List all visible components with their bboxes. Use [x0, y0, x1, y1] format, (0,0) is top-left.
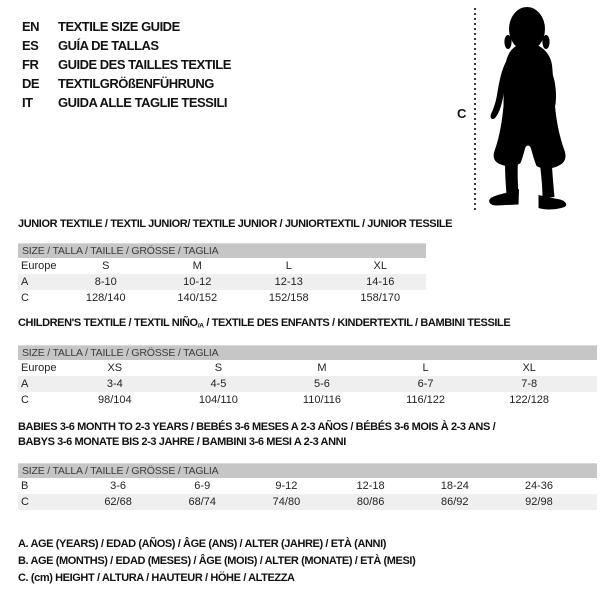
size-cell: 6-7 — [417, 378, 434, 390]
language-row — [22, 93, 231, 112]
size-cell: 5-6 — [314, 378, 330, 390]
table-row — [18, 494, 597, 510]
size-cell: XS — [107, 362, 123, 374]
junior-size-table — [18, 243, 426, 306]
language-title-list — [22, 17, 231, 112]
row-label: A — [21, 378, 29, 390]
size-cell: 8-10 — [94, 276, 117, 288]
language-code: FR — [22, 57, 39, 72]
size-cell: 116/122 — [406, 394, 446, 406]
babies-table-title — [18, 420, 495, 450]
children-table-title — [18, 316, 510, 334]
size-header-label: SIZE / TALLA / TAILLE / GRÖSSE / TAGLIA — [22, 465, 219, 477]
size-cell: 7-8 — [521, 378, 538, 390]
babies-size-table — [18, 463, 597, 510]
size-cell: 92/98 — [525, 496, 553, 508]
legend-note-b: B. AGE (MONTHS) / EDAD (MESES) / ÂGE (MOIS) / ALTER (MONATE) / ETÀ (MESI) — [18, 555, 416, 567]
language-code: EN — [22, 19, 40, 34]
size-cell: 14-16 — [366, 276, 395, 288]
language-row — [22, 55, 231, 74]
size-cell: M — [317, 362, 327, 374]
size-cell: 4-5 — [210, 378, 227, 390]
junior-table-title — [18, 217, 452, 232]
table-row — [18, 392, 597, 408]
legend-notes — [18, 536, 415, 587]
row-label: Europe — [21, 260, 57, 272]
language-row — [22, 36, 231, 55]
table-row — [18, 290, 426, 306]
legend-note-a: A. AGE (YEARS) / EDAD (AÑOS) / ÂGE (ANS) / ALTER (JAHRE) / ETÀ (ANNI) — [18, 538, 386, 550]
children-size-table — [18, 345, 597, 408]
size-cell: 68/74 — [188, 496, 217, 508]
size-cell: 12-13 — [274, 276, 303, 288]
language-code: IT — [22, 95, 33, 110]
language-title: TEXTILE SIZE GUIDE — [58, 19, 180, 34]
language-code: DE — [22, 76, 40, 91]
size-header-bar — [18, 463, 597, 478]
size-cell: 74/80 — [272, 496, 301, 508]
table-row — [18, 274, 426, 290]
size-cell: 9-12 — [275, 480, 298, 492]
table-title-line: CHILDREN'S TEXTILE / TEXTIL $NIÑO_{/A}$ / TEXTILE DES ENFANTS / KINDERTEXTIL / BAMBINI TESSILE — [18, 317, 511, 330]
language-title: GUIDA ALLE TAGLIE TESSILI — [58, 95, 228, 110]
row-label: C — [21, 496, 29, 508]
size-cell: 122/128 — [509, 394, 550, 406]
size-cell: 24-36 — [524, 480, 554, 492]
size-cell: 62/68 — [104, 496, 132, 508]
size-header-bar — [18, 345, 597, 360]
table-row — [18, 258, 426, 274]
height-measure-label: C — [457, 106, 467, 121]
size-cell: 6-9 — [194, 480, 211, 492]
language-code: ES — [22, 38, 39, 53]
language-title: GUIDE DES TAILLES TEXTILE — [58, 57, 231, 72]
table-row — [18, 376, 597, 392]
size-cell: 3-6 — [110, 480, 127, 492]
row-label: B — [21, 480, 29, 492]
size-header-bar — [18, 243, 426, 258]
size-cell: M — [192, 260, 202, 272]
table-row — [18, 478, 597, 494]
size-cell: 110/116 — [302, 394, 342, 406]
table-title-line: BABYS 3-6 MONATE BIS 2-3 JAHRE / BAMBINI 3-6 MESI A 2-3 ANNI — [18, 436, 346, 448]
size-cell: XL — [373, 260, 387, 272]
row-label: C — [21, 292, 29, 304]
size-cell: S — [102, 260, 110, 272]
size-cell: 86/92 — [441, 496, 469, 508]
height-measure-dotted-line — [474, 8, 476, 210]
language-title: GUÍA DE TALLAS — [58, 38, 159, 53]
table-title-line: JUNIOR TEXTILE / TEXTIL JUNIOR/ TEXTILE JUNIOR / JUNIORTEXTIL / JUNIOR TESSILE — [18, 218, 453, 230]
size-cell: 18-24 — [440, 480, 469, 492]
size-cell: 158/170 — [360, 292, 401, 304]
size-cell: 128/140 — [85, 292, 126, 304]
size-cell: 104/110 — [198, 394, 238, 406]
size-cell: XL — [522, 362, 536, 374]
row-label: Europe — [21, 362, 57, 374]
row-label: A — [21, 276, 29, 288]
language-row — [22, 74, 231, 93]
size-cell: L — [285, 260, 292, 272]
size-cell: L — [422, 362, 429, 374]
size-cell: 3-4 — [106, 378, 123, 390]
size-cell: 152/158 — [268, 292, 309, 304]
size-cell: 140/152 — [177, 292, 218, 304]
size-header-label: SIZE / TALLA / TAILLE / GRÖSSE / TAGLIA — [22, 347, 219, 359]
toddler-silhouette-icon — [480, 0, 575, 212]
language-title: TEXTILGRÖßENFÜHRUNG — [58, 76, 214, 91]
size-cell: S — [214, 362, 223, 374]
size-cell: 10-12 — [183, 276, 212, 288]
size-header-label: SIZE / TALLA / TAILLE / GRÖSSE / TAGLIA — [22, 245, 219, 257]
size-cell: 12-18 — [356, 480, 385, 492]
table-row — [18, 360, 597, 376]
size-cell: 80/86 — [356, 496, 385, 508]
language-row — [22, 17, 231, 36]
row-label: C — [21, 394, 29, 406]
legend-note-c: C. (cm) HEIGHT / ALTURA / HAUTEUR / HÖHE / ALTEZZA — [18, 572, 295, 584]
size-cell: 98/104 — [97, 394, 132, 406]
table-title-line: BABIES 3-6 MONTH TO 2-3 YEARS / BEBÉS 3-6 MESES A 2-3 AÑOS / BÉBÉS 3-6 MOIS À 2-3 ANS / — [18, 421, 496, 433]
